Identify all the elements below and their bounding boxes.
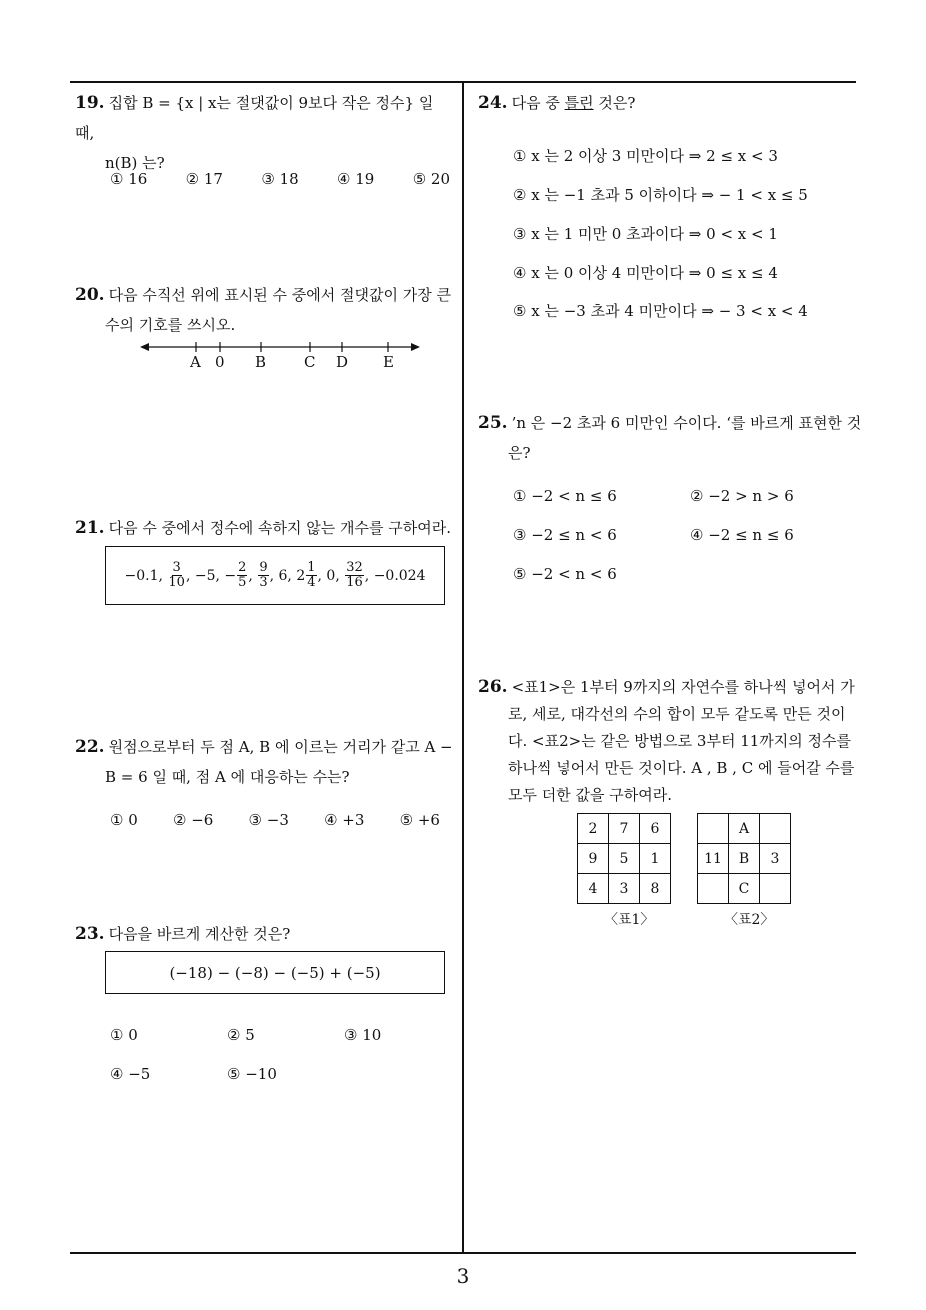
- table-1-caption: 〈표1〉: [604, 912, 655, 928]
- question-22: [75, 732, 460, 792]
- fraction: $\frac{9}{3}$: [259, 560, 268, 590]
- cell: 1: [640, 844, 671, 874]
- question-number: 21.: [75, 518, 105, 538]
- question-text: 다음 수 중에서 정수에 속하지 않는 개수를 구하여라.: [108, 519, 452, 537]
- cell: 8: [640, 874, 671, 904]
- cell: 3: [609, 874, 640, 904]
- question-number: 19.: [75, 93, 105, 113]
- cell: 9: [578, 844, 609, 874]
- cell: [760, 814, 791, 844]
- question-26: [478, 674, 863, 809]
- page-number: 3: [456, 1264, 470, 1288]
- question-text: 모두 더한 값을 구하여라.: [508, 786, 672, 804]
- choice-3[interactable]: ③ −2 ≤ n < 6: [513, 526, 617, 544]
- cell: B: [729, 844, 760, 874]
- choice-1[interactable]: ① x 는 2 이상 3 미만이다 ⇒ 2 ≤ x < 3: [513, 147, 778, 165]
- right-arrow-icon: [411, 343, 420, 351]
- question-20: [75, 280, 460, 340]
- item: −0.024: [373, 567, 426, 584]
- point-label-D: D: [336, 353, 349, 371]
- expression: (−18) − (−8) − (−5) + (−5): [169, 963, 381, 982]
- choice-5[interactable]: ⑤ −10: [227, 1065, 277, 1083]
- cell: 7: [609, 814, 640, 844]
- question-text: 다. <표2>는 같은 방법으로 3부터 11까지의 정수를: [508, 732, 852, 750]
- question-text: ’n 은 −2 초과 6 미만인 수이다. ‘를 바르게 표현한 것: [511, 414, 862, 432]
- left-arrow-icon: [140, 343, 149, 351]
- cell: 4: [578, 874, 609, 904]
- question-number: 24.: [478, 93, 508, 113]
- magic-square-table-2: [697, 813, 791, 904]
- fraction: $\frac{3}{10}$: [168, 560, 185, 590]
- question-text: <표1>은 1부터 9까지의 자연수를 하나씩 넣어서 가: [511, 678, 855, 696]
- number-line-labels: [140, 353, 420, 373]
- point-label-A: A: [190, 353, 201, 371]
- choice-1[interactable]: ① 16: [110, 170, 148, 188]
- q23-expression-box: [105, 951, 445, 994]
- choice-1[interactable]: ① 0: [110, 1026, 138, 1044]
- question-text: 다음을 바르게 계산한 것은?: [108, 925, 291, 943]
- item: −5,: [194, 567, 220, 584]
- question-text: 다음 수직선 위에 표시된 수 중에서 절댓값이 가장 큰: [108, 286, 452, 304]
- cell: [760, 874, 791, 904]
- choice-1[interactable]: ① −2 < n ≤ 6: [513, 487, 617, 505]
- choice-3[interactable]: ③ 10: [344, 1026, 382, 1044]
- choice-4[interactable]: ④ 19: [337, 170, 375, 188]
- question-23: [75, 919, 460, 949]
- question-text: 로, 세로, 대각선의 수의 합이 모두 같도록 만든 것이: [508, 705, 846, 723]
- question-number: 20.: [75, 285, 105, 305]
- question-text: n(B) 는?: [105, 154, 165, 172]
- cell: [698, 814, 729, 844]
- choice-2[interactable]: ② x 는 −1 초과 5 이하이다 ⇒ − 1 < x ≤ 5: [513, 186, 808, 204]
- point-label-C: C: [304, 353, 316, 371]
- point-label-0: 0: [215, 353, 225, 371]
- column-divider: [462, 82, 464, 1254]
- cell: 11: [698, 844, 729, 874]
- question-text: 집합 B = {x | x는 절댓값이 9보다 작은 정수} 일 때,: [75, 94, 434, 142]
- question-text: 수의 기호를 쓰시오.: [105, 316, 236, 334]
- choice-5[interactable]: ⑤ x 는 −3 초과 4 미만이다 ⇒ − 3 < x < 4: [513, 302, 808, 320]
- choice-3[interactable]: ③ −3: [248, 811, 289, 829]
- magic-square-table-1: [577, 813, 671, 904]
- choice-4[interactable]: ④ −5: [110, 1065, 151, 1083]
- question-number: 22.: [75, 737, 105, 757]
- question-text: 원점으로부터 두 점 A, B 에 이르는 거리가 같고 A −: [108, 738, 453, 756]
- choice-2[interactable]: ② 17: [185, 170, 223, 188]
- choice-4[interactable]: ④ +3: [324, 811, 365, 829]
- q22-choices: [110, 811, 440, 829]
- question-25: [478, 408, 863, 468]
- underlined-word: 틀린: [564, 94, 594, 112]
- fraction: $\frac{2}{5}$: [238, 560, 247, 590]
- mixed-number: 2 $\frac{1}{4}$: [296, 560, 316, 590]
- choice-5[interactable]: ⑤ −2 < n < 6: [513, 565, 617, 583]
- table-2-caption: 〈표2〉: [724, 912, 775, 928]
- item: 6,: [278, 567, 292, 584]
- fraction: $\frac{32}{16}$: [346, 560, 363, 590]
- question-19: [75, 88, 455, 178]
- choice-4[interactable]: ④ −2 ≤ n ≤ 6: [690, 526, 794, 544]
- cell: 2: [578, 814, 609, 844]
- cell: 6: [640, 814, 671, 844]
- q19-choices: [110, 170, 450, 188]
- item: −0.1,: [124, 567, 163, 584]
- question-text: 하나씩 넣어서 만든 것이다. A , B , C 에 들어갈 수를: [508, 759, 855, 777]
- cell: 5: [609, 844, 640, 874]
- bottom-rule: [70, 1252, 856, 1254]
- cell: A: [729, 814, 760, 844]
- cell: 3: [760, 844, 791, 874]
- choice-5[interactable]: ⑤ 20: [412, 170, 450, 188]
- choice-3[interactable]: ③ x 는 1 미만 0 초과이다 ⇒ 0 < x < 1: [513, 225, 778, 243]
- question-number: 25.: [478, 413, 508, 433]
- choice-2[interactable]: ② −2 > n > 6: [690, 487, 794, 505]
- question-number: 26.: [478, 677, 508, 697]
- choice-1[interactable]: ① 0: [110, 811, 138, 829]
- choice-5[interactable]: ⑤ +6: [399, 811, 440, 829]
- question-24: 24. 다음 중 틀린 것은?: [478, 93, 636, 113]
- question-text: 은?: [508, 444, 531, 462]
- point-label-B: B: [255, 353, 267, 371]
- question-21: [75, 513, 460, 543]
- question-number: 23.: [75, 924, 105, 944]
- cell: [698, 874, 729, 904]
- item: 0,: [326, 567, 340, 584]
- q21-number-box: −0.1, $\frac{3}{10}$ , −5, − $\frac{2}{5}$ , $\frac{9}{3}$ , 6, 2 $\frac{1}{4}$ , 0, $\frac{32}{16}$ , −0.024: [105, 546, 445, 605]
- cell: C: [729, 874, 760, 904]
- choice-4[interactable]: ④ x 는 0 이상 4 미만이다 ⇒ 0 ≤ x ≤ 4: [513, 264, 778, 282]
- choice-3[interactable]: ③ 18: [261, 170, 299, 188]
- question-text: B = 6 일 때, 점 A 에 대응하는 수는?: [105, 768, 350, 786]
- choice-2[interactable]: ② 5: [227, 1026, 255, 1044]
- point-label-E: E: [383, 353, 394, 371]
- choice-2[interactable]: ② −6: [172, 811, 214, 829]
